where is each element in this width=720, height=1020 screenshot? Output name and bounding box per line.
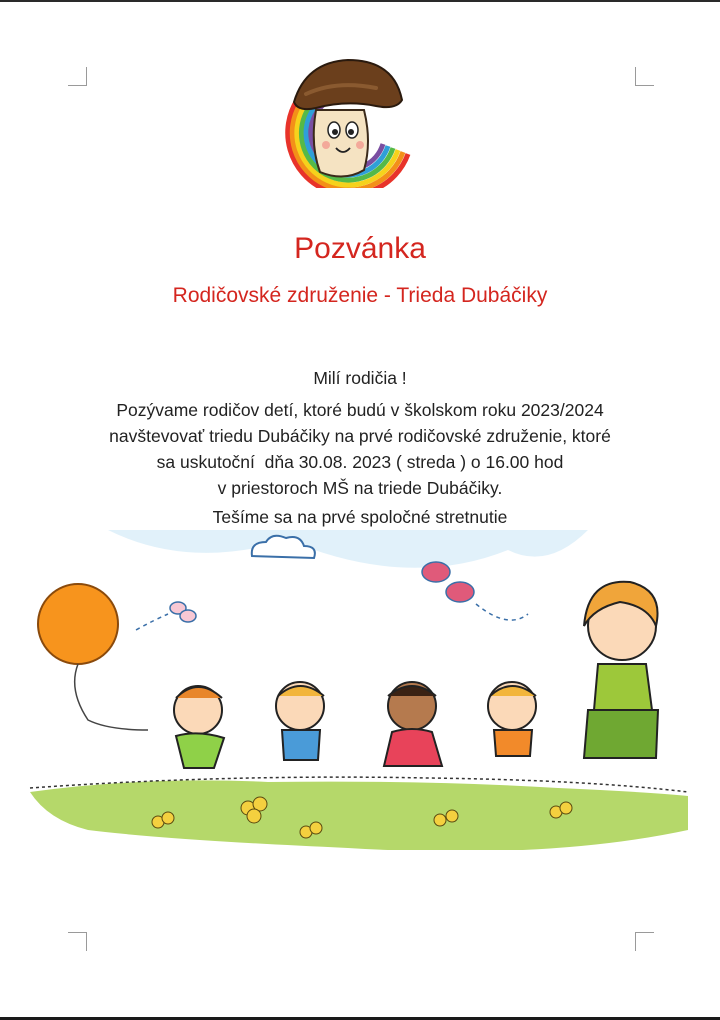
- paragraph-line: Pozývame rodičov detí, ktoré budú v školskom roku 2023/2024: [116, 400, 604, 420]
- crop-mark-bottom-left: [68, 932, 87, 951]
- crop-mark-top-right: [635, 67, 654, 86]
- children-illustration-icon: [28, 530, 692, 850]
- closing-line: Tešíme sa na prvé spoločné stretnutie: [212, 507, 508, 527]
- paragraph-line: navštevovať triedu Dubáčiky na prvé rodičovské združenie, ktoré: [109, 426, 611, 446]
- crop-mark-top-left: [68, 67, 87, 86]
- crop-mark-bottom-right: [635, 932, 654, 951]
- invitation-paragraph: [60, 397, 660, 501]
- paragraph-line: v priestoroch MŠ na triede Dubáčiky.: [217, 478, 503, 498]
- greeting: Milí rodičia !: [313, 368, 407, 388]
- page-title: Pozvánka: [294, 232, 426, 265]
- paragraph-line: sa uskutoční dňa 30.08. 2023 ( streda ) o 16.00 hod: [156, 452, 564, 472]
- page-subtitle: Rodičovské združenie - Trieda Dubáčiky: [172, 284, 548, 307]
- mushroom-logo-icon: [276, 50, 412, 188]
